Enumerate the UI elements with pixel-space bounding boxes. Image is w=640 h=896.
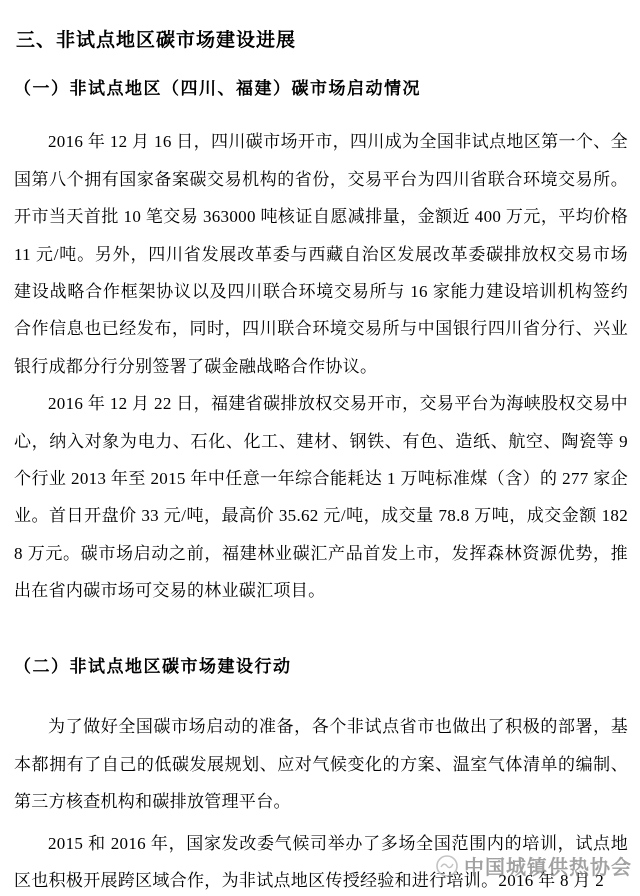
watermark-text: 中国城镇供热协会	[464, 857, 632, 879]
paragraph-sichuan-market-launch: 2016 年 12 月 16 日，四川碳市场开市，四川成为全国非试点地区第一个、全国第八个拥有国家备案碳交易机构的省份，交易平台为四川省联合环境交易所。开市当天首批 10 笔交易 363000 吨核证自愿减排量，金额近 400 万元，平均价格 11 元/吨。另外，四川省发展改革委与西藏自治区发展改革委碳排放权交易市场建设战略合作框架协议以及四川联合环境交易所与 16 家能力建设培训机构签约合作信息也已经发布，同时，四川联合环境交易所与中国银行四川省分行、兴业银行成都分行分别签署了碳金融战略合作协议。	[14, 132, 628, 376]
paragraph-nonpilot-preparation: 为了做好全国碳市场启动的准备，各个非试点省市也做出了积极的部署，基本都拥有了自己的低碳发展规划、应对气候变化的方案、温室气体清单的编制、第三方核查机构和碳排放管理平台。	[14, 717, 628, 812]
heading-section-3: 三、非试点地区碳市场建设进展	[16, 30, 297, 51]
heading-subsection-2: （二）非试点地区碳市场建设行动	[14, 656, 292, 676]
paragraph-fujian-market-launch: 2016 年 12 月 22 日，福建省碳排放权交易开市，交易平台为海峡股权交易中心，纳入对象为电力、石化、化工、建材、钢铁、有色、造纸、航空、陶瓷等 9 个行业 2013 年至 2015 年中任意一年综合能耗达 1 万吨标准煤（含）的 277 家企业。首日开盘价 33 元/吨，最高价 35.62 元/吨，成交量 78.8 万吨，成交金额 1828 万元。碳市场启动之前，福建林业碳汇产品首发上市，发挥森林资源优势，推出在省内碳市场可交易的林业碳汇项目。	[14, 394, 628, 601]
heading-subsection-1: （一）非试点地区（四川、福建）碳市场启动情况	[14, 78, 421, 98]
paragraph-ndrc-training: 2015 和 2016 年，国家发改委气候司举办了多场全国范围内的培训，试点地区也积极开展跨区域合作，为非试点地区传授经验和进行培训。2016 年 8 月 2	[14, 833, 628, 891]
